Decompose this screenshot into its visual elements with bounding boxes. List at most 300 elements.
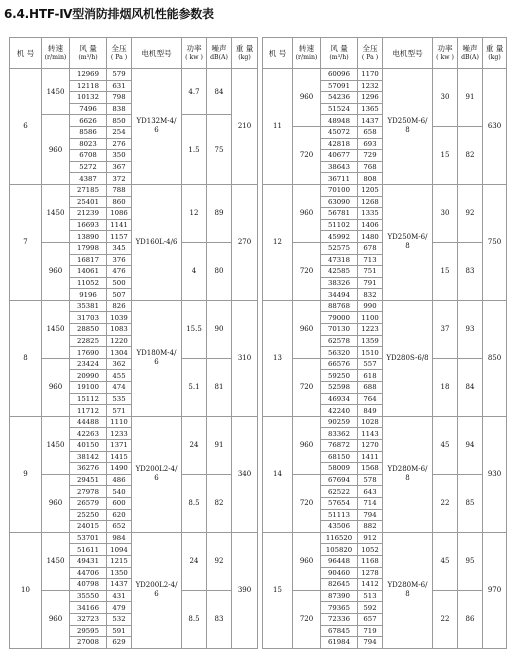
flow-cell: 34166 xyxy=(70,602,107,614)
pressure-cell: 713 xyxy=(358,254,383,266)
flow-cell: 23424 xyxy=(70,358,107,370)
table-row xyxy=(263,184,507,196)
pressure-cell: 1168 xyxy=(358,555,383,567)
flow-cell: 25401 xyxy=(70,196,107,208)
power-cell: 4.7 xyxy=(182,69,207,115)
pressure-cell: 657 xyxy=(358,613,383,625)
col-header-speed: 转速 (r/min) xyxy=(293,38,321,69)
noise-cell: 82 xyxy=(207,474,232,532)
speed-cell: 1450 xyxy=(42,416,70,474)
model-number-cell: 6 xyxy=(10,69,42,185)
pressure-cell: 1510 xyxy=(358,347,383,359)
pressure-cell: 474 xyxy=(107,382,132,394)
speed-cell: 960 xyxy=(42,242,70,300)
motor-model-cell: YD180M-4/6 xyxy=(132,300,182,416)
flow-cell: 57654 xyxy=(321,497,358,509)
flow-cell: 58009 xyxy=(321,463,358,475)
flow-cell: 52575 xyxy=(321,242,358,254)
flow-cell: 14061 xyxy=(70,266,107,278)
flow-cell: 76872 xyxy=(321,440,358,452)
weight-cell: 850 xyxy=(483,300,507,416)
flow-cell: 35381 xyxy=(70,300,107,312)
noise-cell: 81 xyxy=(207,358,232,416)
flow-cell: 8023 xyxy=(70,138,107,150)
table-row xyxy=(263,300,507,312)
flow-cell: 51524 xyxy=(321,103,358,115)
flow-cell: 31703 xyxy=(70,312,107,324)
pressure-cell: 1490 xyxy=(107,463,132,475)
pressure-cell: 1220 xyxy=(107,335,132,347)
pressure-cell: 688 xyxy=(358,382,383,394)
flow-cell: 21239 xyxy=(70,208,107,220)
power-cell: 15 xyxy=(433,126,458,184)
pressure-cell: 764 xyxy=(358,393,383,405)
pressure-cell: 367 xyxy=(107,161,132,173)
power-cell: 15.5 xyxy=(182,300,207,358)
flow-cell: 36711 xyxy=(321,173,358,185)
flow-cell: 26579 xyxy=(70,497,107,509)
pressure-cell: 1083 xyxy=(107,324,132,336)
pressure-cell: 912 xyxy=(358,532,383,544)
speed-cell: 1450 xyxy=(42,300,70,358)
flow-cell: 68150 xyxy=(321,451,358,463)
col-header-noise: 噪声 dB(A) xyxy=(207,38,232,69)
flow-cell: 96448 xyxy=(321,555,358,567)
pressure-cell: 1480 xyxy=(358,231,383,243)
noise-cell: 89 xyxy=(207,184,232,242)
flow-cell: 79365 xyxy=(321,602,358,614)
pressure-cell: 1100 xyxy=(358,312,383,324)
power-cell: 30 xyxy=(433,184,458,242)
flow-cell: 5272 xyxy=(70,161,107,173)
pressure-cell: 1371 xyxy=(107,440,132,452)
col-header-noise: 噪声 dB(A) xyxy=(458,38,483,69)
flow-cell: 70100 xyxy=(321,184,358,196)
flow-cell: 47318 xyxy=(321,254,358,266)
pressure-cell: 826 xyxy=(107,300,132,312)
pressure-cell: 532 xyxy=(107,613,132,625)
col-header-pressure: 全压 ( Pa ) xyxy=(107,38,132,69)
pressure-cell: 376 xyxy=(107,254,132,266)
pressure-cell: 1437 xyxy=(107,579,132,591)
model-number-cell: 8 xyxy=(10,300,42,416)
flow-cell: 40798 xyxy=(70,579,107,591)
flow-cell: 51113 xyxy=(321,509,358,521)
flow-cell: 10132 xyxy=(70,92,107,104)
table-header xyxy=(10,38,258,69)
flow-cell: 40677 xyxy=(321,150,358,162)
pressure-cell: 362 xyxy=(107,358,132,370)
flow-cell: 13890 xyxy=(70,231,107,243)
flow-cell: 48948 xyxy=(321,115,358,127)
flow-cell: 79000 xyxy=(321,312,358,324)
speed-cell: 960 xyxy=(42,358,70,416)
flow-cell: 12118 xyxy=(70,80,107,92)
pressure-cell: 579 xyxy=(107,69,132,81)
power-cell: 30 xyxy=(433,69,458,127)
flow-cell: 16693 xyxy=(70,219,107,231)
pressure-cell: 768 xyxy=(358,161,383,173)
noise-cell: 83 xyxy=(207,590,232,648)
table-header xyxy=(263,38,507,69)
flow-cell: 45072 xyxy=(321,126,358,138)
pressure-cell: 513 xyxy=(358,590,383,602)
pressure-cell: 658 xyxy=(358,126,383,138)
flow-cell: 42585 xyxy=(321,266,358,278)
pressure-cell: 591 xyxy=(107,625,132,637)
table-row xyxy=(10,184,258,196)
flow-cell: 25250 xyxy=(70,509,107,521)
pressure-cell: 1143 xyxy=(358,428,383,440)
pressure-cell: 540 xyxy=(107,486,132,498)
flow-cell: 6708 xyxy=(70,150,107,162)
col-header-weight: 重 量 (kg) xyxy=(232,38,258,69)
pressure-cell: 1411 xyxy=(358,451,383,463)
flow-cell: 56781 xyxy=(321,208,358,220)
flow-cell: 38326 xyxy=(321,277,358,289)
col-header-model-no: 机 号 xyxy=(10,38,42,69)
noise-cell: 83 xyxy=(458,242,483,300)
pressure-cell: 350 xyxy=(107,150,132,162)
flow-cell: 67694 xyxy=(321,474,358,486)
pressure-cell: 643 xyxy=(358,486,383,498)
pressure-cell: 486 xyxy=(107,474,132,486)
flow-cell: 51611 xyxy=(70,544,107,556)
table-body-left xyxy=(10,69,258,649)
pressure-cell: 372 xyxy=(107,173,132,185)
flow-cell: 11712 xyxy=(70,405,107,417)
pressure-cell: 345 xyxy=(107,242,132,254)
pressure-cell: 1270 xyxy=(358,440,383,452)
weight-cell: 210 xyxy=(232,69,258,185)
pressure-cell: 1223 xyxy=(358,324,383,336)
flow-cell: 82645 xyxy=(321,579,358,591)
flow-cell: 8586 xyxy=(70,126,107,138)
pressure-cell: 984 xyxy=(107,532,132,544)
flow-cell: 27008 xyxy=(70,637,107,649)
weight-cell: 750 xyxy=(483,184,507,300)
motor-model-cell: YD250M-6/8 xyxy=(383,69,433,185)
flow-cell: 43506 xyxy=(321,521,358,533)
power-cell: 22 xyxy=(433,590,458,648)
flow-cell: 87390 xyxy=(321,590,358,602)
flow-cell: 20990 xyxy=(70,370,107,382)
flow-cell: 90259 xyxy=(321,416,358,428)
col-header-power: 功率 ( kw ) xyxy=(433,38,458,69)
speed-cell: 960 xyxy=(42,474,70,532)
weight-cell: 390 xyxy=(232,532,258,648)
weight-cell: 270 xyxy=(232,184,258,300)
table-row xyxy=(10,69,258,81)
flow-cell: 38142 xyxy=(70,451,107,463)
pressure-cell: 1415 xyxy=(107,451,132,463)
power-cell: 24 xyxy=(182,532,207,590)
pressure-cell: 1215 xyxy=(107,555,132,567)
pressure-cell: 600 xyxy=(107,497,132,509)
noise-cell: 75 xyxy=(207,115,232,185)
flow-cell: 54236 xyxy=(321,92,358,104)
pressure-cell: 1232 xyxy=(358,80,383,92)
flow-cell: 35550 xyxy=(70,590,107,602)
pressure-cell: 1141 xyxy=(107,219,132,231)
speed-cell: 960 xyxy=(293,532,321,590)
model-number-cell: 7 xyxy=(10,184,42,300)
power-cell: 8.5 xyxy=(182,590,207,648)
flow-cell: 52598 xyxy=(321,382,358,394)
col-header-flow: 风 量 (m³/h) xyxy=(70,38,107,69)
pressure-cell: 431 xyxy=(107,590,132,602)
pressure-cell: 557 xyxy=(358,358,383,370)
col-header-speed: 转速 (r/min) xyxy=(42,38,70,69)
flow-cell: 53701 xyxy=(70,532,107,544)
col-header-flow: 风 量 (m³/h) xyxy=(321,38,358,69)
model-number-cell: 14 xyxy=(263,416,293,532)
speed-cell: 960 xyxy=(293,69,321,127)
flow-cell: 45992 xyxy=(321,231,358,243)
model-number-cell: 10 xyxy=(10,532,42,648)
noise-cell: 92 xyxy=(207,532,232,590)
speed-cell: 720 xyxy=(293,126,321,184)
table-row xyxy=(10,416,258,428)
flow-cell: 6626 xyxy=(70,115,107,127)
flow-cell: 72336 xyxy=(321,613,358,625)
flow-cell: 34494 xyxy=(321,289,358,301)
flow-cell: 44706 xyxy=(70,567,107,579)
model-number-cell: 9 xyxy=(10,416,42,532)
pressure-cell: 500 xyxy=(107,277,132,289)
flow-cell: 32723 xyxy=(70,613,107,625)
noise-cell: 94 xyxy=(458,416,483,474)
noise-cell: 85 xyxy=(458,474,483,532)
flow-cell: 4387 xyxy=(70,173,107,185)
flow-cell: 88768 xyxy=(321,300,358,312)
pressure-cell: 1028 xyxy=(358,416,383,428)
pressure-cell: 990 xyxy=(358,300,383,312)
speed-cell: 960 xyxy=(42,590,70,648)
pressure-cell: 1233 xyxy=(107,428,132,440)
noise-cell: 80 xyxy=(207,242,232,300)
flow-cell: 15112 xyxy=(70,393,107,405)
flow-cell: 42818 xyxy=(321,138,358,150)
flow-cell: 22825 xyxy=(70,335,107,347)
pressure-cell: 729 xyxy=(358,150,383,162)
pressure-cell: 535 xyxy=(107,393,132,405)
noise-cell: 84 xyxy=(207,69,232,115)
speed-cell: 720 xyxy=(293,358,321,416)
noise-cell: 95 xyxy=(458,532,483,590)
pressure-cell: 1296 xyxy=(358,92,383,104)
pressure-cell: 678 xyxy=(358,242,383,254)
flow-cell: 70130 xyxy=(321,324,358,336)
flow-cell: 16817 xyxy=(70,254,107,266)
pressure-cell: 455 xyxy=(107,370,132,382)
speed-cell: 720 xyxy=(293,590,321,648)
flow-cell: 12969 xyxy=(70,69,107,81)
noise-cell: 91 xyxy=(458,69,483,127)
pressure-cell: 618 xyxy=(358,370,383,382)
pressure-cell: 1094 xyxy=(107,544,132,556)
noise-cell: 82 xyxy=(458,126,483,184)
flow-cell: 40150 xyxy=(70,440,107,452)
pressure-cell: 1359 xyxy=(358,335,383,347)
power-cell: 45 xyxy=(433,416,458,474)
flow-cell: 17690 xyxy=(70,347,107,359)
pressure-cell: 1039 xyxy=(107,312,132,324)
pressure-cell: 1110 xyxy=(107,416,132,428)
motor-model-cell: YD200L2-4/6 xyxy=(132,416,182,532)
noise-cell: 90 xyxy=(207,300,232,358)
motor-model-cell: YD250M-6/8 xyxy=(383,184,433,300)
pressure-cell: 882 xyxy=(358,521,383,533)
pressure-cell: 1350 xyxy=(107,567,132,579)
flow-cell: 27978 xyxy=(70,486,107,498)
pressure-cell: 808 xyxy=(358,173,383,185)
noise-cell: 91 xyxy=(207,416,232,474)
model-number-cell: 13 xyxy=(263,300,293,416)
motor-model-cell: YD280M-6/8 xyxy=(383,416,433,532)
speed-cell: 960 xyxy=(42,115,70,185)
flow-cell: 36276 xyxy=(70,463,107,475)
pressure-cell: 620 xyxy=(107,509,132,521)
model-number-cell: 11 xyxy=(263,69,293,185)
flow-cell: 51102 xyxy=(321,219,358,231)
weight-cell: 630 xyxy=(483,69,507,185)
flow-cell: 42240 xyxy=(321,405,358,417)
flow-cell: 19100 xyxy=(70,382,107,394)
power-cell: 18 xyxy=(433,358,458,416)
col-header-motor: 电机型号 xyxy=(383,38,433,69)
flow-cell: 24015 xyxy=(70,521,107,533)
pressure-cell: 578 xyxy=(358,474,383,486)
flow-cell: 62522 xyxy=(321,486,358,498)
fan-spec-table-right xyxy=(262,37,507,649)
flow-cell: 56320 xyxy=(321,347,358,359)
weight-cell: 970 xyxy=(483,532,507,648)
noise-cell: 92 xyxy=(458,184,483,242)
pressure-cell: 479 xyxy=(107,602,132,614)
flow-cell: 46934 xyxy=(321,393,358,405)
power-cell: 22 xyxy=(433,474,458,532)
pressure-cell: 791 xyxy=(358,277,383,289)
pressure-cell: 1437 xyxy=(358,115,383,127)
flow-cell: 67845 xyxy=(321,625,358,637)
pressure-cell: 788 xyxy=(107,184,132,196)
speed-cell: 1450 xyxy=(42,69,70,115)
pressure-cell: 1205 xyxy=(358,184,383,196)
power-cell: 45 xyxy=(433,532,458,590)
flow-cell: 29451 xyxy=(70,474,107,486)
weight-cell: 310 xyxy=(232,300,258,416)
flow-cell: 90460 xyxy=(321,567,358,579)
power-cell: 15 xyxy=(433,242,458,300)
table-body-right xyxy=(263,69,507,649)
pressure-cell: 276 xyxy=(107,138,132,150)
noise-cell: 84 xyxy=(458,358,483,416)
pressure-cell: 1406 xyxy=(358,219,383,231)
model-number-cell: 12 xyxy=(263,184,293,300)
col-header-power: 功率 ( kw ) xyxy=(182,38,207,69)
pressure-cell: 832 xyxy=(358,289,383,301)
noise-cell: 93 xyxy=(458,300,483,358)
speed-cell: 960 xyxy=(293,300,321,358)
power-cell: 1.5 xyxy=(182,115,207,185)
flow-cell: 29595 xyxy=(70,625,107,637)
power-cell: 12 xyxy=(182,184,207,242)
pressure-cell: 794 xyxy=(358,509,383,521)
pressure-cell: 1335 xyxy=(358,208,383,220)
pressure-cell: 592 xyxy=(358,602,383,614)
power-cell: 37 xyxy=(433,300,458,358)
speed-cell: 960 xyxy=(293,184,321,242)
pressure-cell: 1170 xyxy=(358,69,383,81)
weight-cell: 340 xyxy=(232,416,258,532)
col-header-weight: 重 量 (kg) xyxy=(483,38,507,69)
power-cell: 5.1 xyxy=(182,358,207,416)
flow-cell: 28850 xyxy=(70,324,107,336)
flow-cell: 42263 xyxy=(70,428,107,440)
flow-cell: 27185 xyxy=(70,184,107,196)
pressure-cell: 751 xyxy=(358,266,383,278)
flow-cell: 9196 xyxy=(70,289,107,301)
pressure-cell: 838 xyxy=(107,103,132,115)
noise-cell: 86 xyxy=(458,590,483,648)
pressure-cell: 507 xyxy=(107,289,132,301)
power-cell: 24 xyxy=(182,416,207,474)
pressure-cell: 860 xyxy=(107,196,132,208)
motor-model-cell: YD280S-6/8 xyxy=(383,300,433,416)
pressure-cell: 1268 xyxy=(358,196,383,208)
power-cell: 8.5 xyxy=(182,474,207,532)
flow-cell: 11052 xyxy=(70,277,107,289)
flow-cell: 38643 xyxy=(321,161,358,173)
motor-model-cell: YD160L-4/6 xyxy=(132,184,182,300)
pressure-cell: 1157 xyxy=(107,231,132,243)
pressure-cell: 652 xyxy=(107,521,132,533)
flow-cell: 7496 xyxy=(70,103,107,115)
col-header-pressure: 全压 ( Pa ) xyxy=(358,38,383,69)
pressure-cell: 798 xyxy=(107,92,132,104)
weight-cell: 930 xyxy=(483,416,507,532)
flow-cell: 17998 xyxy=(70,242,107,254)
motor-model-cell: YD280M-6/8 xyxy=(383,532,433,648)
col-header-motor: 电机型号 xyxy=(132,38,182,69)
speed-cell: 1450 xyxy=(42,532,70,590)
page-title: 6.4.HTF-Ⅳ型消防排烟风机性能参数表 xyxy=(4,7,214,21)
flow-cell: 49431 xyxy=(70,555,107,567)
flow-cell: 63090 xyxy=(321,196,358,208)
pressure-cell: 631 xyxy=(107,80,132,92)
pressure-cell: 254 xyxy=(107,126,132,138)
col-header-model-no: 机 号 xyxy=(263,38,293,69)
table-row xyxy=(10,300,258,312)
power-cell: 4 xyxy=(182,242,207,300)
flow-cell: 116520 xyxy=(321,532,358,544)
table-row xyxy=(263,416,507,428)
pressure-cell: 1278 xyxy=(358,567,383,579)
flow-cell: 105820 xyxy=(321,544,358,556)
table-row xyxy=(263,532,507,544)
flow-cell: 59250 xyxy=(321,370,358,382)
model-number-cell: 15 xyxy=(263,532,293,648)
pressure-cell: 714 xyxy=(358,497,383,509)
pressure-cell: 629 xyxy=(107,637,132,649)
pressure-cell: 1568 xyxy=(358,463,383,475)
pressure-cell: 1052 xyxy=(358,544,383,556)
flow-cell: 60096 xyxy=(321,69,358,81)
pressure-cell: 850 xyxy=(107,115,132,127)
pressure-cell: 693 xyxy=(358,138,383,150)
pressure-cell: 1365 xyxy=(358,103,383,115)
